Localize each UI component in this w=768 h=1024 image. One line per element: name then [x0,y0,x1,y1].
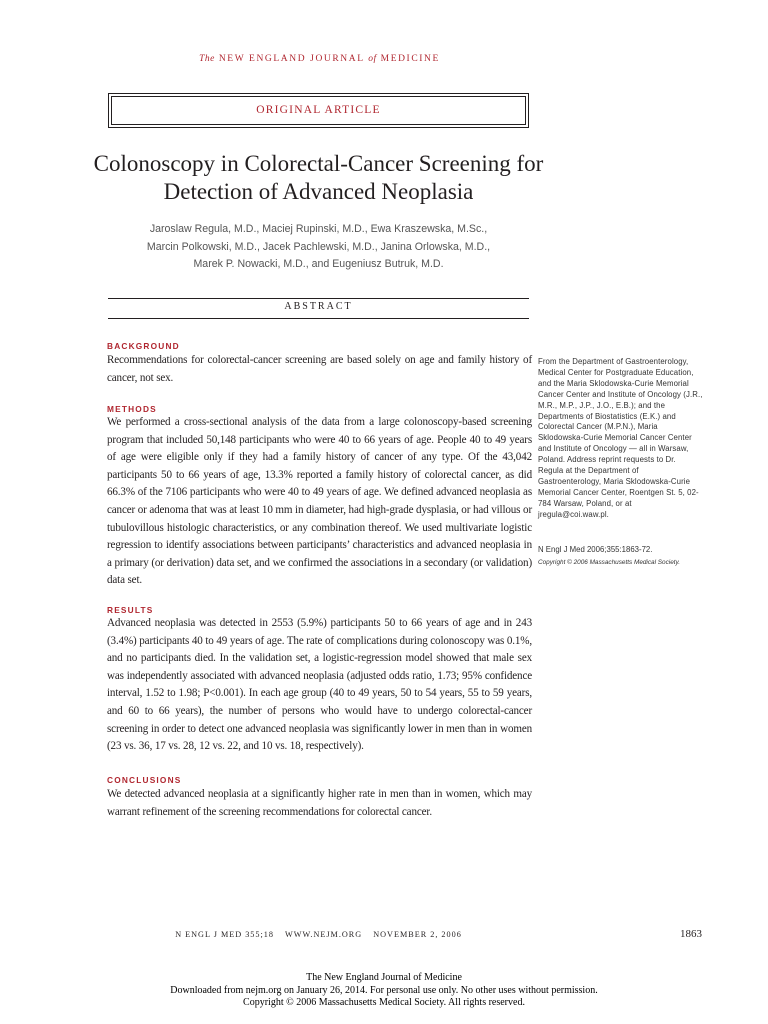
download-notice [0,972,768,1010]
page-number: 1863 [680,928,702,940]
results-text: Advanced neoplasia was detected in 2553 (5.9%) participants 50 to 66 years of age and in 243 (3.4%) participants 40 to 49 years of age. The rate of complications during colonoscopy was 0.1%, and no participants died. In the validation set, a logistic-regression model showed that male sex was independently associated with advanced neoplasia (adjusted odds ratio, 1.73; 95% confidence interval, 1.52 to 1.98; P<0.001). In each age group (40 to 49 years, 50 to 54 years, 55 to 59 years, and 60 to 66 years), the number of persons who would have to undergo colorectal-cancer screening in order to detect one advanced neoplasia was significantly lower in men than in women (23 vs. 36, 17 vs. 28, 12 vs. 22, and 10 vs. 18, respectively). [107,617,532,753]
abstract-rule-bottom [108,318,529,319]
results-heading: RESULTS [107,605,154,615]
methods-text: We performed a cross-sectional analysis of the data from a large colonoscopy-based screening program that included 50,148 participants who were 40 to 66 years of age. People 40 to 49 years of age were eligible only if they had a family history of cancer of any type. Of the 43,042 participants 50 to 66 years of age, 13.3% reported a family history of colorectal cancer, as did 66.3% of the 7106 participants who were 40 to 49 years of age. We defined advanced neoplasia as cancer or adenoma that was at least 10 mm in diameter, had high-grade dysplasia, or had villous or tubulovillous histologic characteristics, or any combination thereof. We used multivariate logistic regression to identify associations between participants’ characteristics and advanced neoplasia in a primary (or derivation) data set, and we confirmed the associations in a secondary (or validation) data set. [107,416,532,587]
footer-website: WWW.NEJM.ORG [284,930,363,939]
conclusions-text: We detected advanced neoplasia at a significantly higher rate in men than in women, which may warrant refinement of the screening recommendations for colorectal cancer. [107,788,532,818]
citation: N Engl J Med 2006;355:1863-72. [538,545,653,554]
conclusions-heading: CONCLUSIONS [107,775,182,785]
footer-date: NOVEMBER 2, 2006 [373,930,462,939]
download-notice-permission: Downloaded from nejm.org on January 26, 2014. For personal use only. No other uses without permission. [170,984,598,996]
download-notice-copyright: Copyright © 2006 Massachusetts Medical Society. All rights reserved. [243,997,525,1008]
abstract-rule-top [108,298,529,299]
background-heading: BACKGROUND [107,341,180,351]
article-title: Colonoscopy in Colorectal-Cancer Screening for Detection of Advanced Neoplasia [93,151,544,204]
journal-header-the: The [199,54,215,64]
journal-header-of: of [368,54,377,64]
journal-header [108,54,531,64]
journal-header-medicine: MEDICINE [380,54,440,64]
article-type: ORIGINAL ARTICLE [256,104,381,116]
methods-heading: METHODS [107,404,157,414]
download-notice-journal: The New England Journal of Medicine [306,972,462,983]
copyright-side: Copyright © 2006 Massachusetts Medical Society. [538,559,681,566]
abstract-label: ABSTRACT [284,301,353,312]
page-footer [108,930,529,939]
author-list [100,221,537,274]
footer-journal-ref: N ENGL J MED 355;18 [175,930,274,939]
journal-header-main: NEW ENGLAND JOURNAL [218,54,365,64]
author-line: Marcin Polkowski, M.D., Jacek Pachlewski, M.D., Janina Orlowska, M.D., [146,240,491,253]
background-text: Recommendations for colorectal-cancer screening are based solely on age and family history of cancer, not sex. [107,354,532,384]
author-line: Jaroslaw Regula, M.D., Maciej Rupinski, M.D., Ewa Kraszewska, M.Sc., [149,223,488,235]
author-line: Marek P. Nowacki, M.D., and Eugeniusz Butruk, M.D. [193,258,444,270]
affiliations-note: From the Department of Gastroenterology, Medical Center for Postgraduate Education, and the Maria Sklodowska-Curie Memorial Cancer Center and Institute of Oncology (J.R., M.R., M.P., J.P., J.O., E.B.); and the Departments of Biostatistics (E.K.) and Colorectal Cancer (M.P.N.), Maria Sklodowska-Curie Memorial Cancer Center and Institute of Oncology — all in Warsaw, Poland. Address reprint requests to Dr. Regula at the Department of Gastroenterology, Maria Sklodowska-Curie Memorial Cancer Center, Roentgen St. 5, 02-784 Warsaw, Poland, or at jregula@coi.waw.pl. [538,357,703,519]
